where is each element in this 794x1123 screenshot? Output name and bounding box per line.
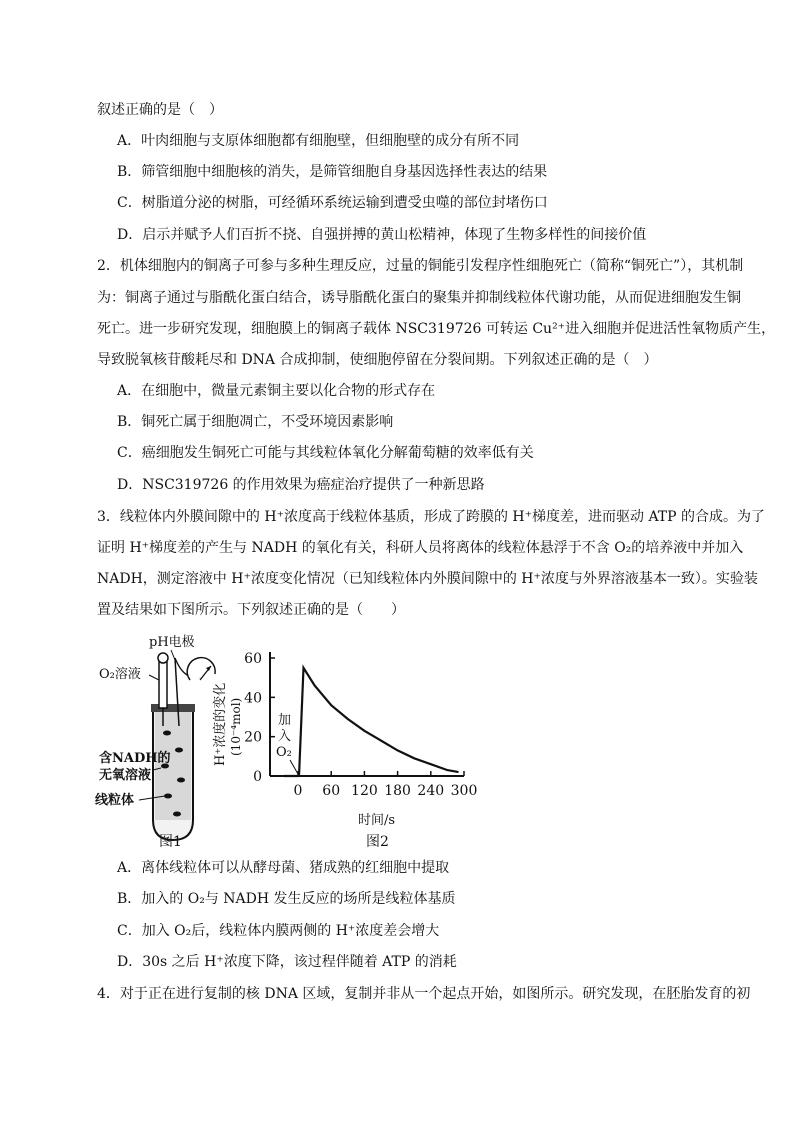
q3-option-d: D．30s 之后 H⁺浓度下降，该过程伴随着 ATP 的消耗 (117, 954, 457, 970)
q2-stem-line-1: 2．机体细胞内的铜离子可参与多种生理反应，过量的铜能引发程序性细胞死亡（简称“铜死亡”），其机制 (97, 258, 744, 274)
q2-stem-line-3: 死亡。进一步研究发现，细胞膜上的铜离子载体 NSC319726 可转运 Cu²⁺进入细胞并促进活性氧物质产生， (97, 321, 776, 337)
x-axis-label: 时间/s (358, 813, 396, 828)
series-line (284, 668, 458, 776)
q2-stem-line-4: 导致脱氧核苷酸耗尽和 DNA 合成抑制，使细胞停留在分裂间期。下列叙述正确的是（ ） (97, 352, 658, 368)
mitochondrion (163, 731, 171, 736)
mitochondria-label: 线粒体 (95, 793, 135, 808)
figure-2-caption: 图2 (366, 834, 389, 850)
y-axis-unit: (10⁻⁴mol) (229, 697, 243, 756)
annotation-line-1: 加 (278, 713, 292, 728)
q3-stem-line-3: NADH，测定溶液中 H⁺浓度变化情况（已知线粒体内外膜间隙中的 H⁺浓度与外界溶液基本一致）。实验装 (97, 571, 758, 587)
q1-stem-tail: 叙述正确的是（ ） (97, 102, 223, 118)
q2-option-a: A．在细胞中，微量元素铜主要以化合物的形式存在 (117, 383, 436, 399)
y-tick-label: 0 (253, 769, 262, 785)
q4-stem-line-1: 4．对于正在进行复制的核 DNA 区域，复制并非从一个起点开始，如图所示。研究发现，在胚胎发育的初 (97, 986, 751, 1002)
x-tick-label: 300 (450, 783, 478, 799)
q2-option-d: D．NSC319726 的作用效果为癌症治疗提供了一种新思路 (117, 477, 485, 493)
ph-electrode-label: pH电极 (149, 635, 195, 650)
figure-2-chart (206, 634, 490, 854)
mitochondrion (173, 812, 181, 817)
annotation-pointer (290, 760, 298, 774)
q1-option-c: C．树脂道分泌的树脂，可经循环系统运输到遭受虫噬的部位封堵伤口 (117, 195, 548, 211)
solution-label-line-1: 含NADH的 (99, 751, 171, 766)
annotation-line-2: 入 (278, 729, 292, 744)
o2-solution-label: O₂溶液 (99, 667, 141, 682)
mitochondrion (164, 794, 172, 799)
dropper (159, 662, 167, 708)
y-tick-label: 60 (244, 651, 262, 667)
q3-option-c: C．加入 O₂后，线粒体内膜两侧的 H⁺浓度差会增大 (117, 923, 440, 939)
x-tick-label: 60 (322, 783, 341, 799)
q3-stem-line-2: 证明 H⁺梯度差的产生与 NADH 的氧化有关，科研人员将离体的线粒体悬浮于不含 O₂的培养液中并加入 (97, 540, 744, 556)
tube-stopper (151, 704, 195, 712)
x-tick-label: 240 (417, 783, 445, 799)
mitochondrion (175, 748, 183, 753)
q3-option-a: A．离体线粒体可以从酵母菌、猪成熟的红细胞中提取 (117, 860, 450, 876)
annotation-line-3: O₂ (276, 745, 292, 760)
x-tick-label: 180 (384, 783, 411, 799)
y-axis-label: H⁺浓度的变化 (213, 682, 228, 766)
mitochondrion (177, 778, 185, 783)
q2-option-c: C．癌细胞发生铜死亡可能与其线粒体氧化分解葡萄糖的效率低有关 (117, 445, 534, 461)
q3-stem-line-1: 3．线粒体内外膜间隙中的 H⁺浓度高于线粒体基质，形成了跨膜的 H⁺梯度差，进而驱动 ATP 的合成。为了 (97, 509, 766, 525)
q1-option-d: D．启示并赋予人们百折不挠、自强拼搏的黄山松精神，体现了生物多样性的间接价值 (117, 227, 647, 243)
q2-option-b: B．铜死亡属于细胞凋亡，不受环境因素影响 (117, 414, 394, 430)
q3-option-b: B．加入的 O₂与 NADH 发生反应的场所是线粒体基质 (117, 891, 456, 907)
q1-option-b: B．筛管细胞中细胞核的消失，是筛管细胞自身基因选择性表达的结果 (117, 164, 548, 180)
y-tick-label: 20 (244, 729, 262, 746)
q2-stem-line-2: 为：铜离子通过与脂酰化蛋白结合，诱导脂酰化蛋白的聚集并抑制线粒体代谢功能，从而促进细胞发生铜 (97, 290, 741, 306)
figure-1-caption: 图1 (159, 834, 182, 850)
x-tick-label: 120 (351, 783, 378, 799)
q1-option-a: A．叶肉细胞与支原体细胞都有细胞壁，但细胞壁的成分有所不同 (117, 133, 520, 149)
solution (155, 712, 191, 820)
q3-stem-line-4: 置及结果如下图所示。下列叙述正确的是（ ） (97, 602, 405, 618)
x-tick-label: 0 (293, 783, 303, 799)
y-tick-label: 40 (244, 690, 262, 707)
dropper-bulb (158, 653, 168, 663)
solution-label-line-2: 无氧溶液 (99, 768, 152, 783)
